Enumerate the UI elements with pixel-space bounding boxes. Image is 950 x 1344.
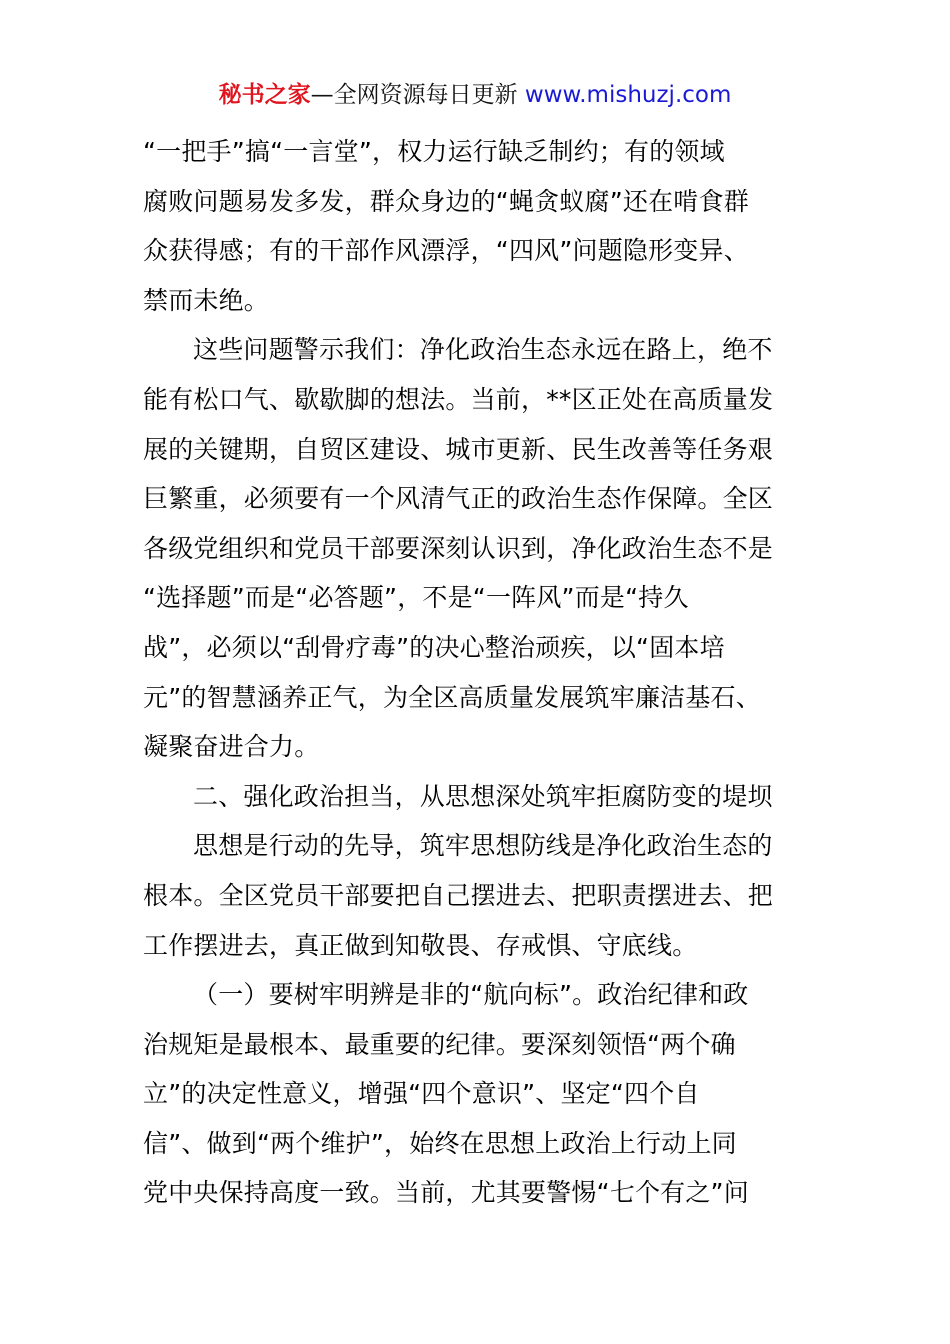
text-line: 党中央保持高度一致。当前，尤其要警惕“七个有之”问 [143,1178,749,1208]
text-line: 工作摆进去，真正做到知敬畏、存戒惧、守底线。 [143,930,698,960]
text-line: 元”的智慧涵养正气，为全区高质量发展筑牢廉洁基石、 [143,682,761,712]
site-brand: 秘书之家 [218,82,311,108]
text-line: “一把手”搞“一言堂”，权力运行缺乏制约；有的领域 [143,137,725,166]
text-line: 根本。全区党员干部要把自己摆进去、把职责摆进去、把 [143,880,774,910]
site-url-link[interactable]: www.mishuzj.com [524,82,732,108]
text-line: 众获得感；有的干部作风漂浮，“四风”问题隐形变异、 [143,236,749,266]
text-line: 信”、做到“两个维护”，始终在思想上政治上行动上同 [143,1128,737,1158]
text-line: 巨繁重，必须要有一个风清气正的政治生态作保障。全区 [143,484,774,514]
text-line: 战”，必须以“刮骨疗毒”的决心整治顽疾，以“固本培 [143,632,725,662]
text-line: 思想是行动的先导，筑牢思想防线是净化政治生态的 [193,831,773,861]
text-line: 凝聚奋进合力。 [143,732,320,762]
page-header [0,80,950,110]
text-line: 展的关键期，自贸区建设、城市更新、民生改善等任务艰 [143,434,774,464]
text-line: （一）要树牢明辨是非的“航向标”。政治纪律和政 [193,980,749,1010]
text-line: 这些问题警示我们：净化政治生态永远在路上，绝不 [193,335,773,365]
text-line: 腐败问题易发多发，群众身边的“蝇贪蚁腐”还在啃食群 [143,186,749,216]
text-line: 二、强化政治担当，从思想深处筑牢拒腐防变的堤坝 [193,781,773,811]
document-body [143,127,813,1218]
text-line: 治规矩是最根本、最重要的纪律。要深刻领悟“两个确 [143,1029,736,1059]
header-tagline: —全网资源每日更新 [310,82,525,108]
text-line: “选择题”而是“必答题”，不是“一阵风”而是“持久 [143,583,689,613]
text-line: 能有松口气、歇歇脚的想法。当前，**区正处在高质量发 [143,384,774,414]
text-line: 禁而未绝。 [143,285,270,315]
text-line: 各级党组织和党员干部要深刻认识到，净化政治生态不是 [143,533,774,563]
text-line: 立”的决定性意义，增强“四个意识”、坚定“四个自 [143,1079,700,1109]
